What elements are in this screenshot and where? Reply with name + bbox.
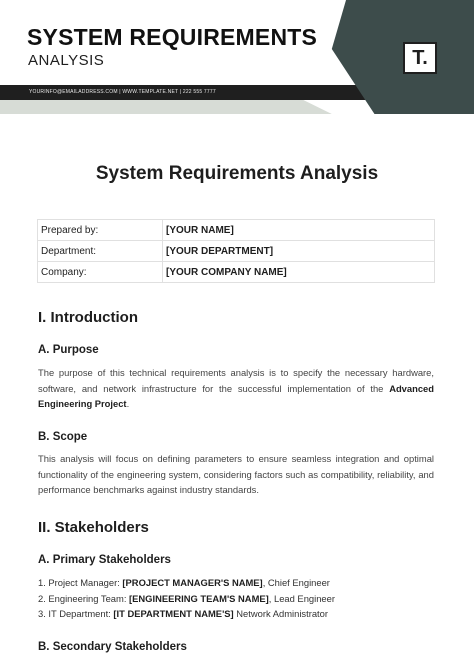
item-name: [PROJECT MANAGER'S NAME]: [122, 577, 263, 588]
item-prefix: 2. Engineering Team:: [38, 592, 130, 604]
primary-stakeholders-list: [38, 575, 434, 622]
info-value: [YOUR COMPANY NAME]: [163, 262, 435, 283]
header-title: SYSTEM REQUIREMENTS: [27, 24, 318, 50]
scope-paragraph: This analysis will focus on defining parameters to ensure seamless integration and optimal functionality of the engineering system, considering factors such as compatibility, reliability, and performance benchmarks against industry standards.: [38, 453, 434, 495]
info-label: Prepared by:: [38, 220, 163, 241]
info-value: [YOUR DEPARTMENT]: [163, 241, 435, 262]
project-name: Advanced Engineering Project: [38, 382, 434, 409]
info-table: [37, 219, 435, 283]
subsection-heading-scope: B. Scope: [38, 431, 88, 443]
list-item: [38, 606, 434, 622]
item-suffix: , Chief Engineer: [262, 577, 330, 588]
info-label: Company:: [38, 262, 163, 283]
page-title: System Requirements Analysis: [95, 163, 379, 184]
item-suffix: Network Administrator: [233, 608, 328, 619]
section-heading-stakeholders: II. Stakeholders: [38, 519, 149, 536]
section-heading-introduction: I. Introduction: [38, 309, 138, 326]
list-item: [38, 575, 434, 591]
header-contact-info: YOURINFO@EMAILADDRESS.COM | WWW.TEMPLATE.NET | 222 555 7777: [29, 89, 216, 95]
info-value: [YOUR NAME]: [163, 220, 435, 241]
item-name: [ENGINEERING TEAM'S NAME]: [129, 592, 269, 604]
item-name: [IT DEPARTMENT NAME'S]: [113, 608, 234, 619]
table-row: [38, 220, 435, 241]
template-logo-icon: T.: [403, 42, 437, 74]
table-row: [38, 262, 435, 283]
table-row: [38, 241, 435, 262]
list-item: [38, 591, 434, 607]
subsection-heading-secondary: B. Secondary Stakeholders: [38, 641, 187, 653]
purpose-text: The purpose of this technical requirements analysis is to specify the necessary hardware, software, and network infrastructure for the successful implementation of the: [38, 367, 434, 394]
subsection-heading-purpose: A. Purpose: [38, 344, 99, 356]
item-suffix: , Lead Engineer: [268, 592, 335, 604]
document-header: [0, 0, 474, 114]
purpose-end: .: [126, 398, 130, 409]
purpose-paragraph: [38, 365, 434, 412]
subsection-heading-primary: A. Primary Stakeholders: [38, 554, 171, 566]
item-prefix: 1. Project Manager:: [38, 577, 123, 588]
info-label: Department:: [38, 241, 163, 262]
item-prefix: 3. IT Department:: [38, 608, 114, 619]
header-subtitle: ANALYSIS: [28, 52, 105, 69]
